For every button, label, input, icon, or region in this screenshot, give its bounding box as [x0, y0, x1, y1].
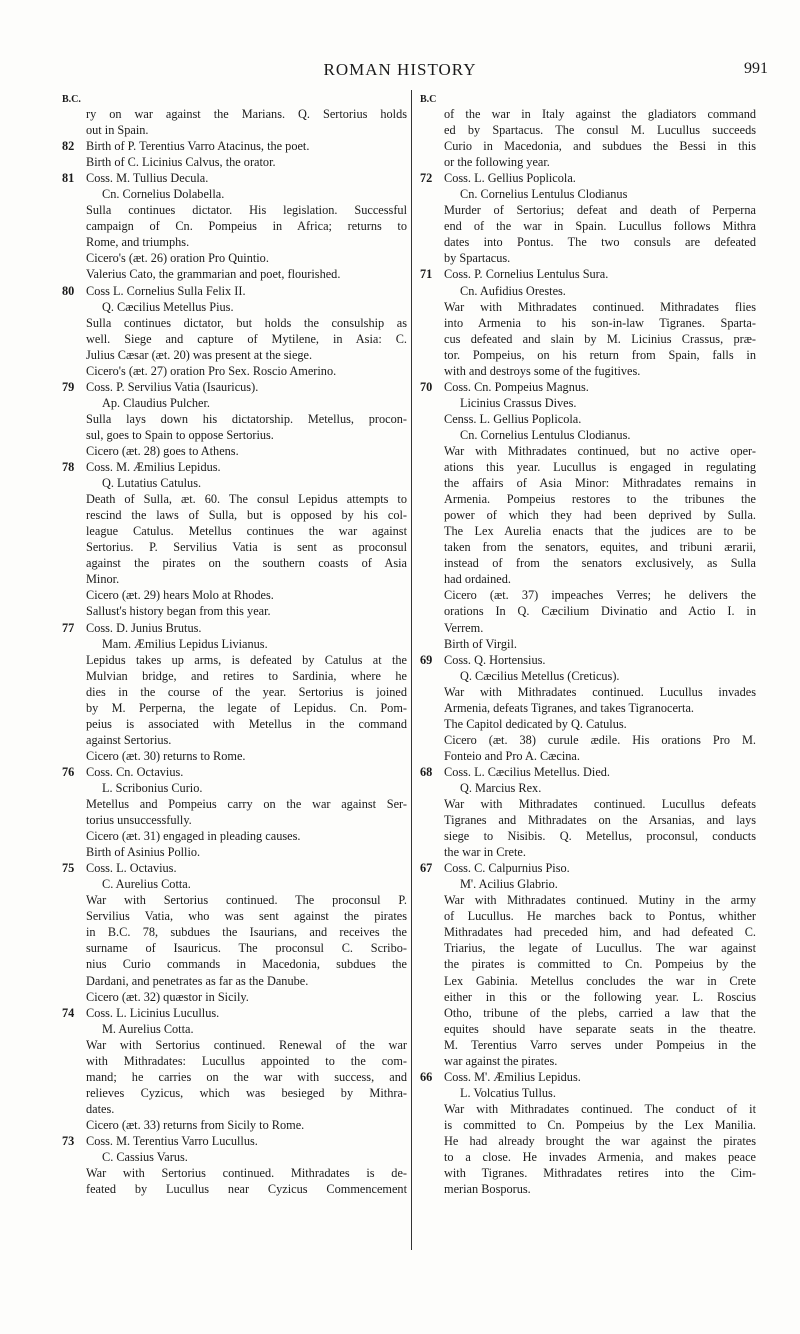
text-line [420, 347, 756, 363]
text-line [420, 571, 756, 587]
text-line [62, 234, 407, 250]
line-text: Metellus and Pompeius carry on the war against Ser- [86, 797, 407, 812]
text-line [420, 1133, 756, 1149]
text-line [420, 732, 756, 748]
line-text: Licinius Crassus Dives. [460, 395, 577, 410]
line-text: the affairs of Asia Minor: Mithradates remains in [444, 476, 756, 491]
text-line [420, 299, 756, 315]
text-line [62, 202, 407, 218]
text-line [62, 764, 407, 780]
line-text: Sulla lays down his dictatorship. Metellus, procon- [86, 411, 407, 426]
line-text: Coss. M. Æmilius Lepidus. [86, 460, 221, 475]
line-text: relieves Cyzicus, which was besieged by Mithra- [86, 1085, 407, 1100]
line-text: Coss. L. Octavius. [86, 861, 177, 876]
text-line [62, 828, 407, 844]
line-text: war against the pirates. [444, 1053, 558, 1068]
text-line [62, 989, 407, 1005]
line-text: Cn. Cornelius Dolabella. [102, 187, 225, 202]
text-line [420, 106, 756, 122]
text-line [420, 491, 756, 507]
line-text: Tigranes and Mithradates on the Arsanias, and lays [444, 813, 756, 828]
line-text: Coss. L. Licinius Lucullus. [86, 1005, 220, 1020]
line-text: Coss. D. Junius Brutus. [86, 620, 202, 635]
line-text: Coss. M. Tullius Decula. [86, 171, 209, 186]
text-line [62, 106, 407, 122]
text-line [62, 684, 407, 700]
text-line [62, 1181, 407, 1197]
text-line [62, 1037, 407, 1053]
line-text: Otho, tribune of the plebs, carried a law that the [444, 1005, 756, 1020]
text-line [62, 1021, 407, 1037]
line-text: Q. Cæcilius Metellus (Creticus). [460, 668, 620, 683]
text-line [62, 780, 407, 796]
line-text: torius unsuccessfully. [86, 813, 192, 828]
text-line [420, 395, 756, 411]
line-text: peius is associated with Metellus in the command [86, 716, 407, 731]
text-line [62, 973, 407, 989]
line-text: mand; he carries on the war with success, and [86, 1069, 407, 1084]
line-text: Mulvian bridge, and retires to Sardinia, where he [86, 668, 407, 683]
text-line [62, 523, 407, 539]
text-line [62, 186, 407, 202]
text-line [62, 411, 407, 427]
line-text: Ap. Claudius Pulcher. [102, 395, 210, 410]
text-line [420, 603, 756, 619]
text-line [420, 973, 756, 989]
line-text: taken from the senators, equites, and tribuni ærarii, [444, 540, 756, 555]
text-line [420, 1181, 756, 1197]
line-text: with and destroys some of the fugitives. [444, 363, 641, 378]
running-header: ROMAN HISTORY [323, 60, 477, 79]
line-text: Cn. Cornelius Lentulus Clodianus [460, 187, 628, 202]
text-line [62, 379, 407, 395]
line-text: Coss. Cn. Pompeius Magnus. [444, 379, 589, 394]
year-label: 70 [420, 379, 433, 394]
line-text: L. Scribonius Curio. [102, 780, 203, 795]
text-line [420, 1101, 756, 1117]
line-text: Coss. M. Terentius Varro Lucullus. [86, 1134, 258, 1148]
text-line [420, 363, 756, 379]
line-text: War with Sertorius continued. Mithradates is de- [86, 1166, 407, 1181]
left-column [62, 92, 407, 1197]
text-line [420, 924, 756, 940]
text-line [420, 989, 756, 1005]
text-line [62, 700, 407, 716]
line-text: against Sertorius. [86, 732, 172, 747]
text-line [420, 234, 756, 250]
text-line [62, 1069, 407, 1085]
text-line [62, 283, 407, 299]
line-text: Sulla continues dictator. His legislation. Successful [86, 203, 407, 218]
year-label: 80 [62, 283, 75, 298]
line-text: well. Siege and capture of Mytilene, in Asia: C. [86, 331, 407, 346]
line-text: Minor. [86, 572, 120, 587]
text-line [62, 1101, 407, 1117]
text-line [62, 796, 407, 812]
line-text: Sulla continues dictator, but holds the consulship as [86, 315, 407, 330]
text-line [62, 491, 407, 507]
line-text: nius Curio commands in Macedonia, subdues the [86, 957, 407, 972]
line-text: sul, goes to Spain to oppose Sertorius. [86, 427, 274, 442]
line-text: Coss L. Cornelius Sulla Felix II. [86, 283, 246, 298]
line-text: Death of Sulla, æt. 60. The consul Lepidus attempts to [86, 492, 407, 507]
text-line [420, 940, 756, 956]
year-label: 73 [62, 1134, 75, 1148]
line-text: had ordained. [444, 572, 511, 587]
line-text: Dardani, and penetrates as far as the Danube. [86, 973, 309, 988]
line-text: Birth of Asinius Pollio. [86, 845, 201, 860]
text-line [62, 299, 407, 315]
line-text: orations In Q. Cæcilium Divinatio and Actio I. in [444, 604, 756, 619]
line-text: War with Mithradates continued. Lucullus defeats [444, 797, 756, 812]
line-text: the war in Crete. [444, 845, 526, 860]
line-text: Lepidus takes up arms, is defeated by Catulus at the [86, 652, 407, 667]
line-text: War with Sertorius continued. Renewal of the war [86, 1037, 407, 1052]
year-label: 76 [62, 764, 75, 779]
text-line [62, 844, 407, 860]
line-text: with Tigranes. Mithradates retires into the Cim- [444, 1166, 756, 1181]
line-text: The Lex Aurelia enacts that the judices are to be [444, 524, 756, 539]
text-line [62, 443, 407, 459]
text-line [420, 266, 756, 282]
line-text: Lex Gabinia. Metellus concludes the war in Crete [444, 973, 756, 988]
text-line [420, 186, 756, 202]
text-line [420, 876, 756, 892]
text-line [420, 555, 756, 571]
text-line [62, 395, 407, 411]
bc-label: B.C. [62, 94, 81, 105]
year-label: 81 [62, 171, 75, 186]
line-text: War with Mithradates continued, but no active oper- [444, 443, 756, 458]
line-text: Verrem. [444, 620, 484, 635]
text-line [420, 892, 756, 908]
text-line [62, 122, 407, 138]
text-line [420, 652, 756, 668]
line-text: campaign of Cn. Pompeius in Africa; returns to [86, 219, 407, 234]
line-text: War with Mithradates continued. The conduct of it [444, 1101, 756, 1116]
year-label: 78 [62, 460, 75, 475]
right-column [420, 92, 756, 1197]
line-text: siege to Nisibis. Q. Metellus, proconsul, conducts [444, 829, 756, 844]
line-text: tor. Pompeius, on his return from Spain, falls in [444, 347, 756, 362]
text-line [420, 684, 756, 700]
text-line [420, 250, 756, 266]
line-text: Coss. L. Cæcilius Metellus. Died. [444, 764, 611, 779]
text-line [420, 1149, 756, 1165]
text-line [420, 1117, 756, 1133]
text-line [62, 427, 407, 443]
line-text: Curio in Macedonia, and subdues the Bessi in this [444, 139, 756, 154]
text-line [62, 924, 407, 940]
line-text: Coss. P. Servilius Vatia (Isauricus). [86, 379, 259, 394]
line-text: M. Terentius Varro serves under Pompeius in the [444, 1037, 756, 1052]
text-line [420, 764, 756, 780]
text-line [420, 780, 756, 796]
text-line [420, 1085, 756, 1101]
line-text: M'. Acilius Glabrio. [460, 877, 558, 892]
text-line [62, 603, 407, 619]
year-label: 77 [62, 620, 75, 635]
line-text: Coss. L. Gellius Poplicola. [444, 171, 576, 186]
line-text: War with Sertorius continued. The proconsul P. [86, 893, 407, 908]
year-label: 67 [420, 861, 433, 876]
text-line [62, 636, 407, 652]
year-label: 69 [420, 652, 433, 667]
text-line [420, 331, 756, 347]
text-line [62, 652, 407, 668]
text-line [420, 1069, 756, 1085]
text-line [62, 154, 407, 170]
page-number: 991 [744, 60, 768, 77]
text-line [62, 1133, 407, 1149]
line-text: power of which they had been deprived by Sulla. [444, 508, 756, 523]
text-line [62, 170, 407, 186]
text-line [62, 620, 407, 636]
line-text: Coss. M'. Æmilius Lepidus. [444, 1069, 581, 1084]
line-text: Censs. L. Gellius Poplicola. [444, 411, 582, 426]
line-text: Julius Cæsar (æt. 20) was present at the siege. [86, 347, 313, 362]
text-line [62, 1085, 407, 1101]
line-text: The Capitol dedicated by Q. Catulus. [444, 716, 627, 731]
line-text: Q. Marcius Rex. [460, 780, 542, 795]
text-line [420, 379, 756, 395]
line-text: War with Mithradates continued. Lucullus invades [444, 684, 756, 699]
line-text: is committed to Cn. Pompeius by the Lex Manilia. [444, 1117, 756, 1132]
line-text: Coss. Cn. Octavius. [86, 764, 184, 779]
line-text: league Catulus. Metellus continues the war against [86, 524, 407, 539]
line-text: Birth of C. Licinius Calvus, the orator. [86, 155, 276, 170]
text-line [62, 860, 407, 876]
line-text: or the following year. [444, 155, 550, 170]
text-line [420, 170, 756, 186]
line-text: Mithradates had preceded him, and had defeated C. [444, 925, 756, 940]
line-text: to a close. He invades Armenia, and makes peace [444, 1150, 756, 1165]
line-text: Q. Cæcilius Metellus Pius. [102, 299, 234, 314]
text-line [420, 283, 756, 299]
text-line [62, 1165, 407, 1181]
year-label: 82 [62, 139, 75, 154]
line-text: Armenia. Pompeius restores to the tribunes the [444, 492, 756, 507]
line-text: dates into Pontus. The two consuls are defeated [444, 235, 756, 250]
text-line [420, 812, 756, 828]
line-text: ed by Spartacus. The consul M. Lucullus succeeds [444, 123, 756, 138]
text-line [420, 636, 756, 652]
bc-label: B.C [420, 94, 437, 105]
text-line [420, 828, 756, 844]
line-text: either in this or the following year. L. Roscius [444, 989, 756, 1004]
text-line [62, 138, 407, 154]
text-line [62, 940, 407, 956]
text-line [62, 1053, 407, 1069]
line-text: Cicero (æt. 29) hears Molo at Rhodes. [86, 588, 274, 603]
line-text: Valerius Cato, the grammarian and poet, flourished. [86, 267, 341, 282]
line-text: dies in the course of the year. Sertorius is joined [86, 684, 407, 699]
line-text: of the war in Italy against the gladiators command [444, 107, 756, 121]
text-line [420, 411, 756, 427]
year-label: 74 [62, 1005, 75, 1020]
line-text: Cicero (æt. 38) curule ædile. His orations Pro M. [444, 732, 756, 747]
line-text: of Lucullus. He marches back to Pontus, whither [444, 909, 756, 924]
text-line [62, 507, 407, 523]
text-line [420, 202, 756, 218]
text-line [62, 892, 407, 908]
line-text: Birth of Virgil. [444, 636, 517, 651]
line-text: L. Volcatius Tullus. [460, 1085, 556, 1100]
line-text: Cicero (æt. 32) quæstor in Sicily. [86, 989, 249, 1004]
line-text: Triarius, the legate of Lucullus. The war against [444, 941, 756, 956]
line-text: cus defeated and slain by M. Licinius Crassus, præ- [444, 331, 756, 346]
text-line [62, 555, 407, 571]
line-text: surname of Isauricus. The proconsul C. Scribo- [86, 941, 407, 956]
text-line [62, 266, 407, 282]
line-text: Cicero (æt. 31) engaged in pleading causes. [86, 829, 301, 844]
text-line [420, 844, 756, 860]
text-line [420, 475, 756, 491]
text-line [62, 571, 407, 587]
line-text: He had already brought the war against the pirates [444, 1134, 756, 1148]
year-label: 79 [62, 379, 75, 394]
text-line [62, 347, 407, 363]
text-line [420, 587, 756, 603]
text-line [420, 459, 756, 475]
line-text: Murder of Sertorius; defeat and death of Perperna [444, 203, 756, 218]
text-line [62, 956, 407, 972]
line-text: M. Aurelius Cotta. [102, 1021, 194, 1036]
text-line [62, 1149, 407, 1165]
line-text: Cicero (æt. 30) returns to Rome. [86, 748, 246, 763]
line-text: Cicero (æt. 37) impeaches Verres; he delivers the [444, 588, 756, 603]
line-text: end of the war in Spain. Lucullus follows Mithra [444, 219, 756, 234]
text-line [420, 315, 756, 331]
line-text: Fonteio and Pro A. Cæcina. [444, 748, 580, 763]
line-text: Coss. C. Calpurnius Piso. [444, 861, 570, 876]
text-line [420, 539, 756, 555]
line-text: against the pirates on the southern coasts of Asia [86, 556, 407, 571]
line-text: Cn. Cornelius Lentulus Clodianus. [460, 427, 631, 442]
line-text: ry on war against the Marians. Q. Sertorius holds [86, 107, 407, 121]
text-line [420, 1021, 756, 1037]
year-label: 66 [420, 1069, 433, 1084]
text-line [62, 716, 407, 732]
text-line [420, 700, 756, 716]
line-text: with Mithradates: Lucullus appointed to the com- [86, 1053, 407, 1068]
text-line [62, 539, 407, 555]
line-text: by Spartacus. [444, 251, 511, 266]
column-divider [411, 90, 412, 1250]
line-text: Sallust's history began from this year. [86, 604, 271, 619]
text-line [62, 587, 407, 603]
text-line [62, 315, 407, 331]
line-text: Servilius Vatia, who was sent against the pirates [86, 909, 407, 924]
text-line [62, 668, 407, 684]
text-line [420, 427, 756, 443]
right-entries [420, 106, 756, 1197]
line-text: in B.C. 78, subdues the Isaurians, and receives the [86, 925, 407, 940]
text-line [420, 908, 756, 924]
text-line [62, 1117, 407, 1133]
text-line [420, 218, 756, 234]
line-text: feated by Lucullus near Cyzicus Commencement [86, 1182, 407, 1197]
line-text: ations this year. Lucullus is engaged in regulating [444, 460, 756, 475]
line-text: Armenia, defeats Tigranes, and takes Tigranocerta. [444, 700, 694, 715]
text-line [62, 363, 407, 379]
line-text: Rome, and triumphs. [86, 235, 190, 250]
line-text: Cicero (æt. 28) goes to Athens. [86, 443, 239, 458]
text-line [420, 443, 756, 459]
line-text: rescind the laws of Sulla, but is opposed by his col- [86, 508, 407, 523]
text-line [62, 908, 407, 924]
text-line [62, 250, 407, 266]
text-line [62, 475, 407, 491]
text-line [62, 218, 407, 234]
text-line [62, 812, 407, 828]
text-line [420, 716, 756, 732]
line-text: Cn. Aufidius Orestes. [460, 283, 566, 298]
text-line [420, 748, 756, 764]
line-text: Cicero (æt. 33) returns from Sicily to Rome. [86, 1117, 305, 1132]
line-text: equites should have separate seats in the theatre. [444, 1021, 756, 1036]
text-line [420, 860, 756, 876]
text-line [420, 507, 756, 523]
year-label: 68 [420, 764, 433, 779]
line-text: dates. [86, 1101, 115, 1116]
text-line [62, 1005, 407, 1021]
text-line [420, 668, 756, 684]
text-line [420, 154, 756, 170]
line-text: Coss. Q. Hortensius. [444, 652, 546, 667]
line-text: War with Mithradates continued. Mutiny in the army [444, 893, 756, 908]
text-line [420, 1005, 756, 1021]
text-line [62, 748, 407, 764]
line-text: by M. Perperna, the legate of Lepidus. Cn. Pom- [86, 700, 407, 715]
year-label: 72 [420, 171, 433, 186]
text-line [420, 1037, 756, 1053]
line-text: Sertorius. P. Servilius Vatia is sent as proconsul [86, 540, 407, 555]
line-text: out in Spain. [86, 123, 149, 138]
text-line [420, 796, 756, 812]
line-text: C. Aurelius Cotta. [102, 877, 191, 892]
year-label: 71 [420, 267, 433, 282]
line-text: into Armenia to his son-in-law Tigranes. Sparta- [444, 315, 756, 330]
line-text: the pirates is committed to Cn. Pompeius by the [444, 957, 756, 972]
text-line [420, 1053, 756, 1069]
line-text: merian Bosporus. [444, 1182, 531, 1197]
line-text: instead of from the senators exclusively, as Sulla [444, 556, 756, 571]
text-line [420, 138, 756, 154]
text-line [420, 523, 756, 539]
text-line [62, 459, 407, 475]
line-text: War with Mithradates continued. Mithradates flies [444, 299, 756, 314]
text-line [420, 1165, 756, 1181]
line-text: Q. Lutatius Catulus. [102, 476, 202, 491]
left-entries [62, 106, 407, 1197]
text-line [62, 876, 407, 892]
year-label: 75 [62, 861, 75, 876]
line-text: Mam. Æmilius Lepidus Livianus. [102, 636, 268, 651]
line-text: Cicero's (æt. 27) oration Pro Sex. Roscio Amerino. [86, 363, 337, 378]
line-text: Coss. P. Cornelius Lentulus Sura. [444, 267, 609, 282]
line-text: C. Cassius Varus. [102, 1150, 188, 1165]
line-text: Birth of P. Terentius Varro Atacinus, the poet. [86, 139, 310, 154]
text-line [420, 122, 756, 138]
line-text: Cicero's (æt. 26) oration Pro Quintio. [86, 251, 269, 266]
text-line [62, 331, 407, 347]
text-line [420, 620, 756, 636]
text-line [420, 956, 756, 972]
text-line [62, 732, 407, 748]
